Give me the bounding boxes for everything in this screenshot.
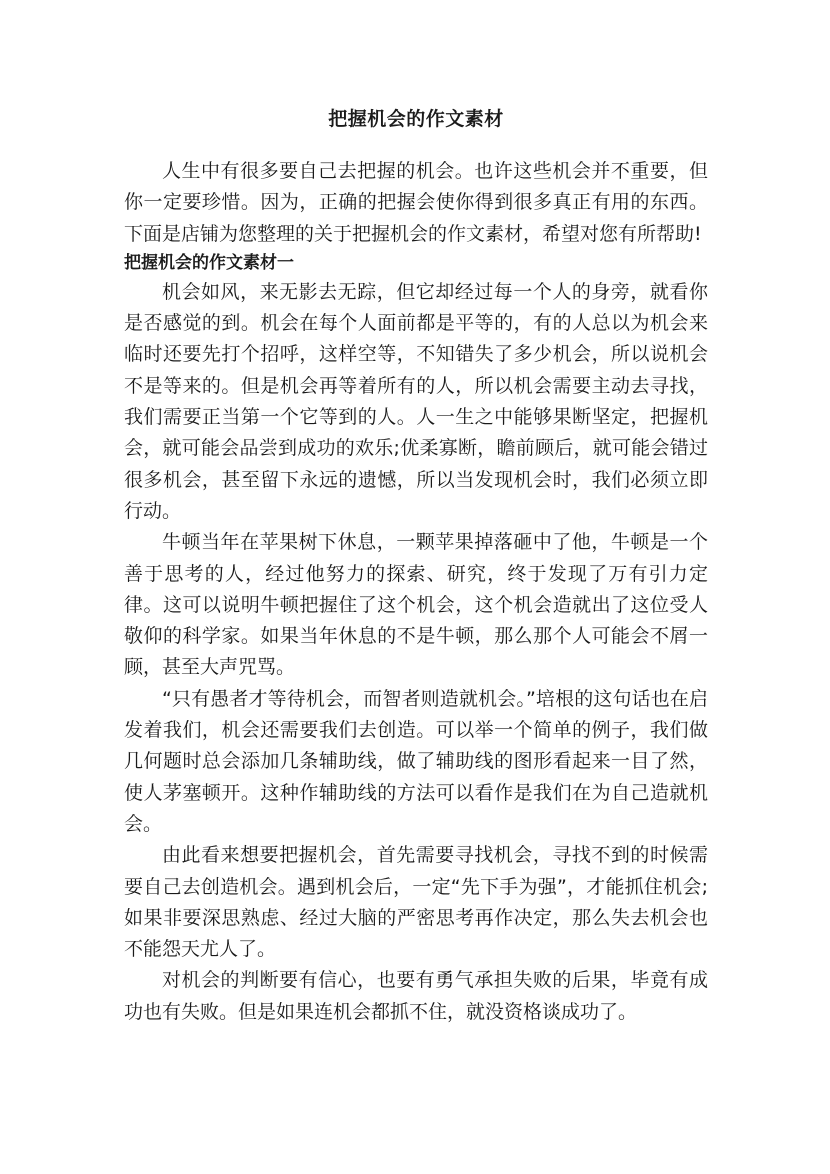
document-body xyxy=(124,156,708,1028)
body-paragraph: 对机会的判断要有信心，也要有勇气承担失败的后果，毕竟有成功也有失败。但是如果连机会都抓不住，就没资格谈成功了。 xyxy=(124,969,708,1023)
intro-paragraph: 人生中有很多要自己去把握的机会。也许这些机会并不重要，但你一定要珍惜。因为，正确的把握会使你得到很多真正有用的东西。下面是店铺为您整理的关于把握机会的作文素材，希望对您有所帮助! xyxy=(124,160,708,245)
body-paragraph: “只有愚者才等待机会，而智者则造就机会。”培根的这句话也在启发着我们，机会还需要我们去创造。可以举一个简单的例子，我们做几何题时总会添加几条辅助线，做了辅助线的图形看起来一目了然，使人茅塞顿开。这种作辅助线的方法可以看作是我们在为自己造就机会。 xyxy=(124,687,708,835)
body-paragraph: 机会如风，来无影去无踪，但它却经过每一个人的身旁，就看你是否感觉的到。机会在每个人面前都是平等的，有的人总以为机会来临时还要先打个招呼，这样空等，不知错失了多少机会，所以说机会不是等来的。但是机会再等着所有的人，所以机会需要主动去寻找，我们需要正当第一个它等到的人。人一生之中能够果断坚定，把握机会，就可能会品尝到成功的欢乐;优柔寡断，瞻前顾后，就可能会错过很多机会，甚至留下永远的遗憾，所以当发现机会时，我们必须立即行动。 xyxy=(124,280,708,522)
section-heading: 把握机会的作文素材一 xyxy=(124,252,294,273)
document-title: 把握机会的作文素材 xyxy=(328,108,504,130)
body-paragraph: 由此看来想要把握机会，首先需要寻找机会，寻找不到的时候需要自己去创造机会。遇到机会后，一定“先下手为强”，才能抓住机会;如果非要深思熟虑、经过大脑的严密思考再作决定，那么失去机会也不能怨天尤人了。 xyxy=(124,844,708,961)
body-paragraph: 牛顿当年在苹果树下休息，一颗苹果掉落砸中了他，牛顿是一个善于思考的人，经过他努力的探索、研究，终于发现了万有引力定律。这可以说明牛顿把握住了这个机会，这个机会造就出了这位受人敬仰的科学家。如果当年休息的不是牛顿，那么那个人可能会不屑一顾，甚至大声咒骂。 xyxy=(124,531,708,679)
